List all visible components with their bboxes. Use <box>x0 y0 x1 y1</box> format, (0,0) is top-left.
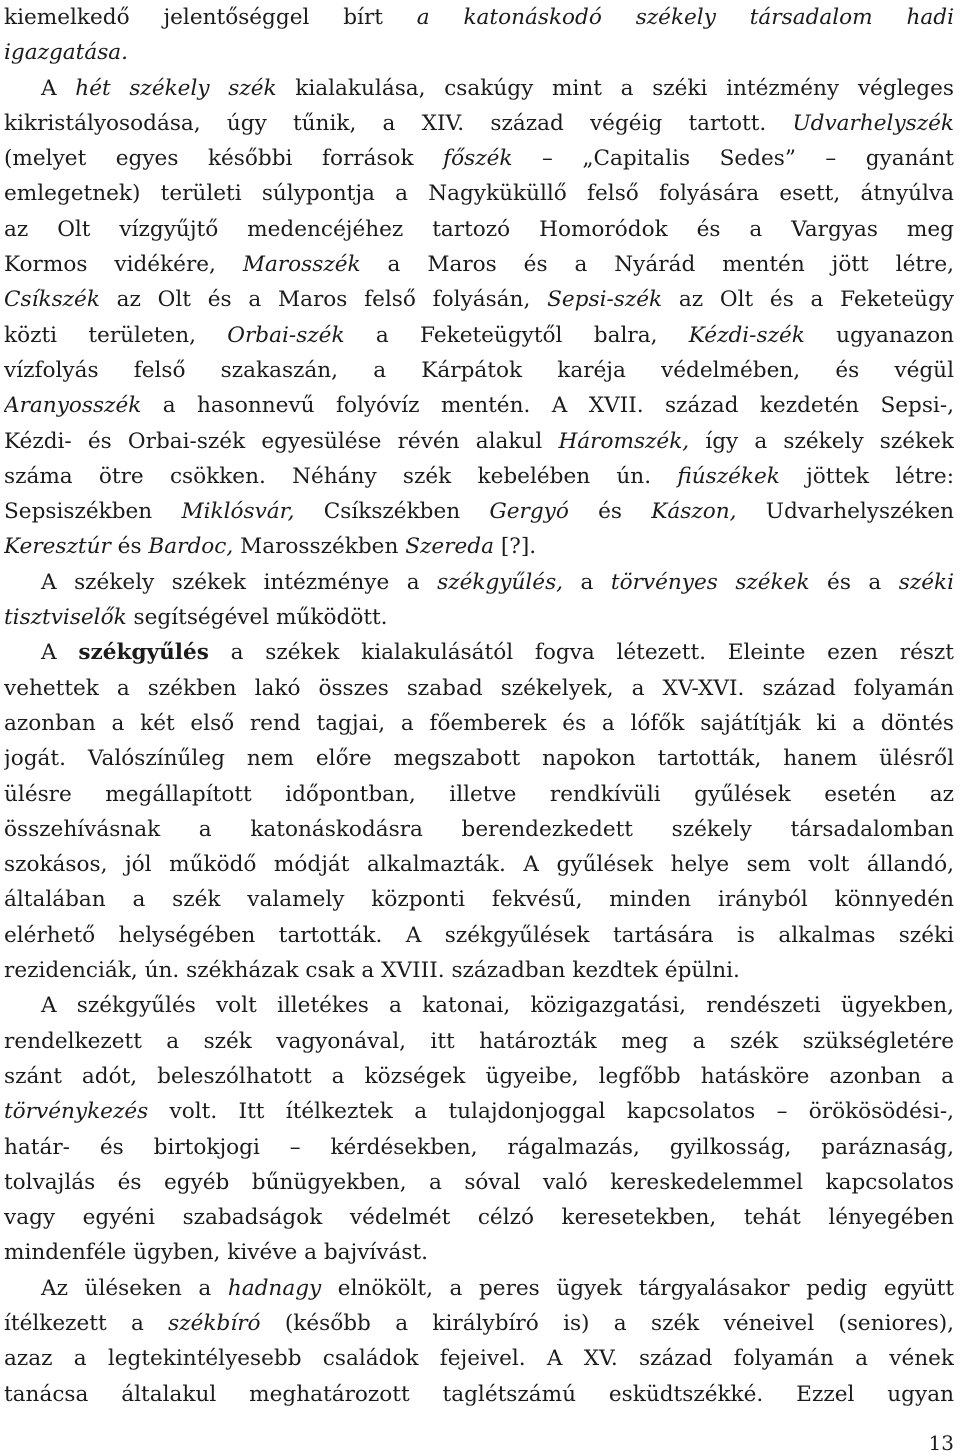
text-run: kikristályosodása, úgy tűnik, a XIV. század végéig tartott. <box>4 110 793 136</box>
text-run: – „Capitalis Sedes” – gyanánt <box>512 146 954 172</box>
italic-term: főszék <box>443 146 513 172</box>
italic-term: Kézdi-szék <box>688 322 805 348</box>
document-page <box>4 0 954 1412</box>
paragraph <box>4 988 954 1270</box>
text-run: kiemelkedő jelentőséggel bírt <box>4 5 417 30</box>
text-line <box>4 882 954 917</box>
italic-term: Háromszék, <box>558 428 690 454</box>
text-run: általában a szék valamely központi fekvésű, minden irányból könnyedén <box>4 887 954 913</box>
text-run: és a <box>809 569 899 595</box>
text-run: összehívásnak a katonáskodásra berendezkedett székely társadalomban <box>4 816 954 842</box>
text-run: és <box>110 534 149 560</box>
italic-term: Keresztúr <box>4 534 111 560</box>
text-line <box>4 812 954 847</box>
text-run: szánt adót, beleszólhatott a községek ügyeibe, legfőbb hatásköre azonban a <box>4 1063 954 1089</box>
text-line <box>4 212 954 247</box>
italic-term: székbíró <box>168 1310 261 1336</box>
text-run: A székely székek intézménye a <box>41 569 438 595</box>
text-run: volt. Itt ítélkeztek a tulajdonjoggal kapcsolatos – örökösödési-, <box>148 1099 954 1125</box>
text-line <box>4 1271 954 1306</box>
text-line <box>4 1059 954 1094</box>
text-run: az Olt vízgyűjtő medencéjéhez tartozó Homoródok és a Vargyas meg <box>4 216 954 242</box>
italic-term: tisztviselők <box>4 605 127 631</box>
text-run: kialakulása, csakúgy mint a széki intézmény végleges <box>276 75 954 101</box>
text-line <box>4 1200 954 1235</box>
text-run: A székgyűlés volt illetékes a katonai, közigazgatási, rendészeti ügyekben, <box>41 993 954 1019</box>
text-run: azaz a legtekintélyesebb családok fejeivel. A XV. század folyamán a vének <box>4 1346 954 1372</box>
italic-term: törvényes székek <box>610 569 810 595</box>
paragraph <box>4 565 954 636</box>
text-run: az Olt és a Feketeügy <box>662 287 954 313</box>
text-run: Kézdi- és Orbai-szék egyesülése révén alakul <box>4 428 559 454</box>
text-line <box>4 1024 954 1059</box>
text-run: rezidenciák, ún. székházak csak a XVIII. században kezdtek épülni. <box>4 958 740 984</box>
text-line <box>4 1165 954 1200</box>
italic-term: Marosszék <box>242 252 361 278</box>
text-run: így a székely székek <box>689 428 954 454</box>
text-run: határ- és birtokjogi – kérdésekben, rágalmazás, gyilkosság, paráznaság, <box>4 1134 954 1160</box>
text-line <box>4 353 954 388</box>
text-line <box>4 988 954 1023</box>
italic-term: székgyűlés, <box>437 569 564 595</box>
italic-term: Sepsi-szék <box>547 287 663 313</box>
text-run: Kormos vidékére, <box>4 252 243 278</box>
text-line <box>4 176 954 211</box>
text-run: ítélkezett a <box>4 1310 169 1336</box>
text-line <box>4 671 954 706</box>
page-number: 13 <box>928 1431 954 1455</box>
text-line <box>4 741 954 776</box>
italic-term: Miklósvár, <box>181 499 295 525</box>
text-run: Az üléseken a <box>41 1275 228 1301</box>
paragraph <box>4 635 954 988</box>
italic-term: széki <box>898 569 954 595</box>
italic-term: hét székely szék <box>75 75 277 101</box>
text-line <box>4 600 954 635</box>
text-run: a Feketeügytől balra, <box>344 322 689 348</box>
text-run: (később a királybíró is) a szék véneivel (seniores), <box>260 1310 954 1336</box>
italic-term: hadnagy <box>227 1275 322 1301</box>
italic-term: Udvarhelyszék <box>792 110 954 136</box>
text-line <box>4 918 954 953</box>
text-line <box>4 0 954 35</box>
text-run: a Maros és a Nyárád mentén jött létre, <box>360 252 954 278</box>
paragraph <box>4 1271 954 1412</box>
text-line <box>4 529 954 564</box>
text-run: A <box>41 75 76 101</box>
text-run: Marosszékben <box>233 534 406 560</box>
text-run: közti területen, <box>4 322 228 348</box>
text-run: rendelkezett a szék vagyonával, itt határozták meg a szék szükségletére <box>4 1028 954 1054</box>
italic-term: Gergyó <box>489 499 569 525</box>
text-run: ugyanazon <box>804 322 954 348</box>
text-run: jogát. Valószínűleg nem előre megszabott napokon tartották, hanem ülésről <box>4 746 954 772</box>
text-line <box>4 459 954 494</box>
italic-term: Aranyosszék <box>4 393 142 419</box>
text-line <box>4 1094 954 1129</box>
text-run: ülésre megállapított időpontban, illetve rendkívüli gyűlések esetén az <box>4 781 954 807</box>
paragraph <box>4 71 954 565</box>
text-run: és <box>568 499 652 525</box>
text-run: Udvarhelyszéken <box>736 499 954 525</box>
italic-term: a katonáskodó székely társadalom hadi <box>416 5 954 30</box>
italic-term: fiúszékek <box>677 463 780 489</box>
text-line <box>4 1130 954 1165</box>
bold-term: székgyűlés <box>78 640 209 666</box>
text-run: vagy egyéni szabadságok védelmét célzó keresetekben, tehát lényegében <box>4 1205 954 1231</box>
text-run: segítségével működött. <box>126 605 388 631</box>
text-line <box>4 777 954 812</box>
text-line <box>4 1306 954 1341</box>
text-run: elérhető helységében tartották. A székgyűlések tartására is alkalmas széki <box>4 922 954 948</box>
text-run: [?]. <box>493 534 537 560</box>
text-line <box>4 141 954 176</box>
italic-term: törvénykezés <box>4 1099 149 1125</box>
italic-term: Kászon, <box>651 499 737 525</box>
text-run: azonban a két első rend tagjai, a főemberek és a lófők sajátítják ki a döntés <box>4 710 954 736</box>
text-line <box>4 565 954 600</box>
text-line <box>4 318 954 353</box>
text-run: Sepsiszékben <box>4 499 182 525</box>
text-line <box>4 706 954 741</box>
text-run: jöttek létre: <box>779 463 954 489</box>
text-line <box>4 247 954 282</box>
text-line <box>4 847 954 882</box>
italic-term: Csíkszék <box>4 287 100 313</box>
text-run: vízfolyás felső szakaszán, a Kárpátok karéja védelmében, és végül <box>4 357 954 383</box>
text-line <box>4 71 954 106</box>
text-run: A <box>41 640 79 666</box>
text-line <box>4 953 954 988</box>
text-run: elnökölt, a peres ügyek tárgyalásakor pedig együtt <box>321 1275 954 1301</box>
text-run: Csíkszékben <box>294 499 490 525</box>
text-line <box>4 1377 954 1412</box>
italic-term: Szereda <box>405 534 494 560</box>
italic-term: Orbai-szék <box>227 322 345 348</box>
text-line <box>4 494 954 529</box>
italic-term: igazgatása. <box>4 40 129 66</box>
text-run: tolvajlás és egyéb bűnügyekben, a sóval való kereskedelemmel kapcsolatos <box>4 1169 954 1195</box>
text-run: az Olt és a Maros felső folyásán, <box>99 287 548 313</box>
text-run: tanácsa általakul meghatározott taglétszámú esküdtszékké. Ezzel ugyan <box>4 1381 954 1407</box>
text-line <box>4 35 954 70</box>
text-line <box>4 388 954 423</box>
text-line <box>4 424 954 459</box>
text-line <box>4 282 954 317</box>
text-run: emlegetnek) területi súlypontja a Nagyküküllő felső folyására esett, átnyúlva <box>4 181 954 207</box>
text-run: (melyet egyes későbbi források <box>4 146 444 172</box>
text-run: a <box>563 569 611 595</box>
text-line <box>4 1341 954 1376</box>
text-line <box>4 635 954 670</box>
text-line <box>4 106 954 141</box>
text-run: a hasonnevű folyóvíz mentén. A XVII. század kezdetén Sepsi-, <box>141 393 954 419</box>
text-run: mindenféle ügyben, kivéve a bajvívást. <box>4 1240 429 1266</box>
italic-term: Bardoc, <box>148 534 234 560</box>
paragraph <box>4 0 954 71</box>
text-line <box>4 1235 954 1270</box>
text-run: szokásos, jól működő módját alkalmazták. A gyűlések helye sem volt állandó, <box>4 852 954 878</box>
text-run: a székek kialakulásától fogva létezett. Eleinte ezen részt <box>208 640 954 666</box>
text-run: vehettek a székben lakó összes szabad székelyek, a XV-XVI. század folyamán <box>4 675 954 701</box>
text-run: száma ötre csökken. Néhány szék kebelében ún. <box>4 463 678 489</box>
